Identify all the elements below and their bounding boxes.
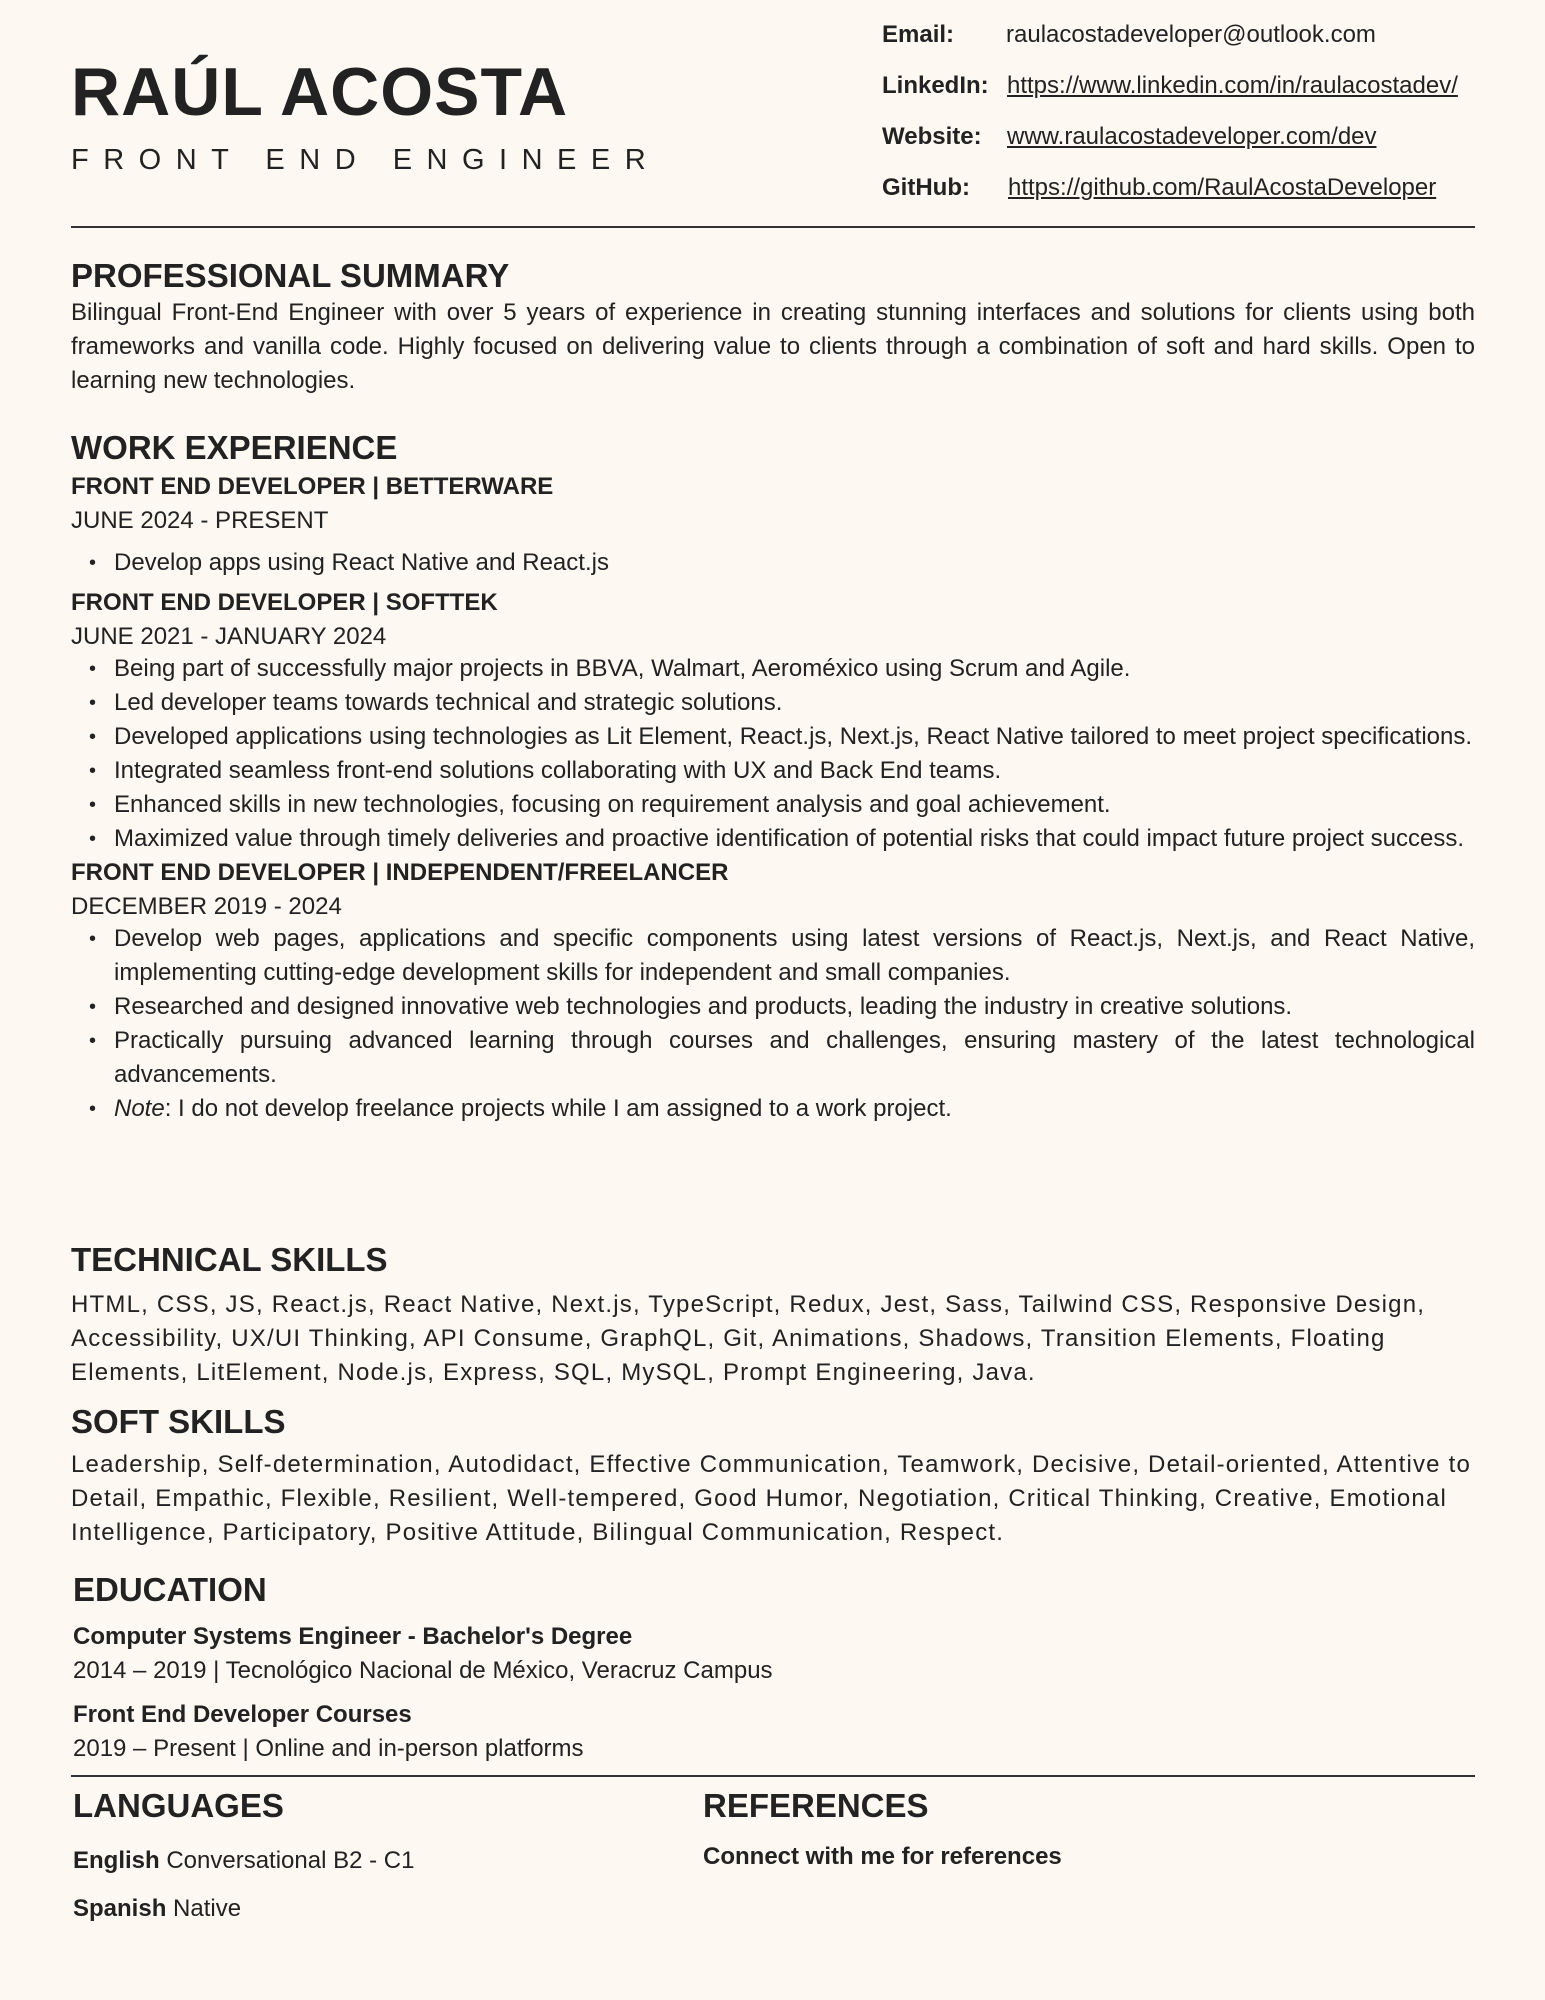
job-dates: JUNE 2024 - PRESENT bbox=[71, 507, 329, 534]
job-bullets bbox=[71, 546, 1475, 580]
job-bullet: • Developed applications using technologies as Lit Element, React.js, Next.js, React Native tailored to meet project specifications. bbox=[71, 720, 1475, 754]
bullet-dot-icon: • bbox=[89, 692, 97, 714]
language-level: Conversational B2 - C1 bbox=[166, 1847, 415, 1874]
soft-skills-text: Leadership, Self-determination, Autodidact, Effective Communication, Teamwork, Decisive, Detail-oriented, Attentive to Detail, Empathic, Flexible, Resilient, Well-tempered, Good Humor, Negotiation, Critical Thinking, Creative, Emotional Intelligence, Participatory, Positive Attitude, Bilingual Communication, Respect. bbox=[71, 1451, 1472, 1546]
job-bullets bbox=[71, 652, 1475, 856]
education-degree: Front End Developer Courses bbox=[73, 1701, 412, 1728]
language-name: Spanish bbox=[73, 1895, 167, 1922]
bullet-dot-icon: • bbox=[89, 658, 97, 680]
bullet-dot-icon: • bbox=[89, 1098, 97, 1120]
job-entry bbox=[71, 472, 1475, 580]
bullet-dot-icon: • bbox=[89, 928, 97, 950]
footer-divider bbox=[71, 1775, 1475, 1777]
job-bullet: • Develop apps using React Native and React.js bbox=[71, 546, 1475, 580]
job-bullet: • Integrated seamless front-end solutions collaborating with UX and Back End teams. bbox=[71, 754, 1475, 788]
languages-title: LANGUAGES bbox=[73, 1787, 284, 1824]
soft-skills-title: SOFT SKILLS bbox=[71, 1403, 286, 1440]
job-bullet: • Led developer teams towards technical and strategic solutions. bbox=[71, 686, 1475, 720]
education-detail: 2019 – Present | Online and in-person platforms bbox=[73, 1735, 584, 1762]
summary-text: Bilingual Front-End Engineer with over 5 years of experience in creating stunning interfaces and solutions for clients using both frameworks and vanilla code. Highly focused on delivering value to clients through a combination of soft and hard skills. Open to learning new technologies. bbox=[71, 299, 1475, 394]
language-item bbox=[73, 1846, 673, 1876]
job-bullets bbox=[71, 922, 1475, 1126]
bullet-dot-icon: • bbox=[89, 996, 97, 1018]
linkedin-link[interactable]: https://www.linkedin.com/in/raulacostadev/ bbox=[1007, 72, 1458, 99]
bullet-dot-icon: • bbox=[89, 1030, 97, 1052]
bullet-dot-icon: • bbox=[89, 794, 97, 816]
job-entry bbox=[71, 588, 1475, 856]
education-degree: Computer Systems Engineer - Bachelor's Degree bbox=[73, 1623, 633, 1650]
job-entry bbox=[71, 858, 1475, 1126]
language-item bbox=[73, 1894, 673, 1924]
bullet-dot-icon: • bbox=[89, 828, 97, 850]
contact-github-row bbox=[0, 173, 1545, 203]
github-label: GitHub: bbox=[882, 174, 970, 201]
contact-website-row bbox=[0, 122, 1545, 152]
website-label: Website: bbox=[882, 123, 982, 150]
email-value[interactable]: raulacostadeveloper@outlook.com bbox=[1006, 21, 1376, 48]
summary-title: PROFESSIONAL SUMMARY bbox=[71, 257, 510, 294]
language-name: English bbox=[73, 1847, 160, 1874]
candidate-name: RAÚL ACOSTA bbox=[71, 54, 569, 130]
bullet-dot-icon: • bbox=[89, 726, 97, 748]
job-title: FRONT END DEVELOPER | INDEPENDENT/FREELANCER bbox=[71, 859, 729, 886]
technical-skills-section bbox=[71, 1240, 1501, 1390]
education-title: EDUCATION bbox=[73, 1571, 267, 1608]
website-link[interactable]: www.raulacostadeveloper.com/dev bbox=[1007, 123, 1377, 150]
bullet-dot-icon: • bbox=[89, 552, 97, 574]
technical-skills-title: TECHNICAL SKILLS bbox=[71, 1241, 388, 1278]
experience-title: WORK EXPERIENCE bbox=[71, 429, 398, 466]
references-section bbox=[703, 1786, 1475, 1872]
job-title: FRONT END DEVELOPER | SOFTTEK bbox=[71, 589, 498, 616]
summary-section bbox=[71, 256, 1475, 398]
note-label: Note bbox=[114, 1095, 165, 1122]
job-bullet: • Maximized value through timely deliveries and proactive identification of potential risks that could impact future project success. bbox=[71, 822, 1475, 856]
github-link[interactable]: https://github.com/RaulAcostaDeveloper bbox=[1008, 174, 1437, 201]
job-bullet: • Enhanced skills in new technologies, focusing on requirement analysis and goal achievement. bbox=[71, 788, 1475, 822]
job-dates: DECEMBER 2019 - 2024 bbox=[71, 893, 342, 920]
job-dates: JUNE 2021 - JANUARY 2024 bbox=[71, 623, 387, 650]
education-section bbox=[73, 1570, 1475, 1764]
contact-linkedin-row bbox=[0, 71, 1545, 101]
job-bullet: • Practically pursuing advanced learning through courses and challenges, ensuring mastery of the latest technological advancements. bbox=[71, 1024, 1475, 1092]
job-bullet: • Develop web pages, applications and specific components using latest versions of React.js, Next.js, and React Native, implementing cutting-edge development skills for independent and small companies. bbox=[71, 922, 1475, 990]
header-divider bbox=[71, 226, 1475, 228]
candidate-role: FRONT END ENGINEER bbox=[71, 144, 661, 176]
technical-skills-text: HTML, CSS, JS, React.js, React Native, Next.js, TypeScript, Redux, Jest, Sass, Tailwind CSS, Responsive Design, Accessibility, UX/UI Thinking, API Consume, GraphQL, Git, Animations, Shadows, Transition Elements, Floating Elements, LitElement, Node.js, Express, SQL, MySQL, Prompt Engineering, Java. bbox=[71, 1291, 1426, 1386]
job-note: • Note: I do not develop freelance projects while I am assigned to a work project. bbox=[71, 1092, 1475, 1126]
job-bullet: • Being part of successfully major projects in BBVA, Walmart, Aeroméxico using Scrum and Agile. bbox=[71, 652, 1475, 686]
languages-section bbox=[73, 1786, 673, 1924]
contact-email-row bbox=[0, 20, 1545, 50]
experience-section bbox=[71, 428, 1475, 1126]
job-title: FRONT END DEVELOPER | BETTERWARE bbox=[71, 473, 554, 500]
references-text: Connect with me for references bbox=[703, 1843, 1062, 1870]
linkedin-label: LinkedIn: bbox=[882, 72, 989, 99]
references-title: REFERENCES bbox=[703, 1787, 929, 1824]
education-item bbox=[73, 1622, 1475, 1686]
education-detail: 2014 – 2019 | Tecnológico Nacional de México, Veracruz Campus bbox=[73, 1657, 773, 1684]
language-level: Native bbox=[173, 1895, 242, 1922]
education-item bbox=[73, 1700, 1475, 1764]
bullet-dot-icon: • bbox=[89, 760, 97, 782]
email-label: Email: bbox=[882, 21, 955, 48]
job-bullet: • Researched and designed innovative web technologies and products, leading the industry in creative solutions. bbox=[71, 990, 1475, 1024]
soft-skills-section bbox=[71, 1402, 1501, 1550]
